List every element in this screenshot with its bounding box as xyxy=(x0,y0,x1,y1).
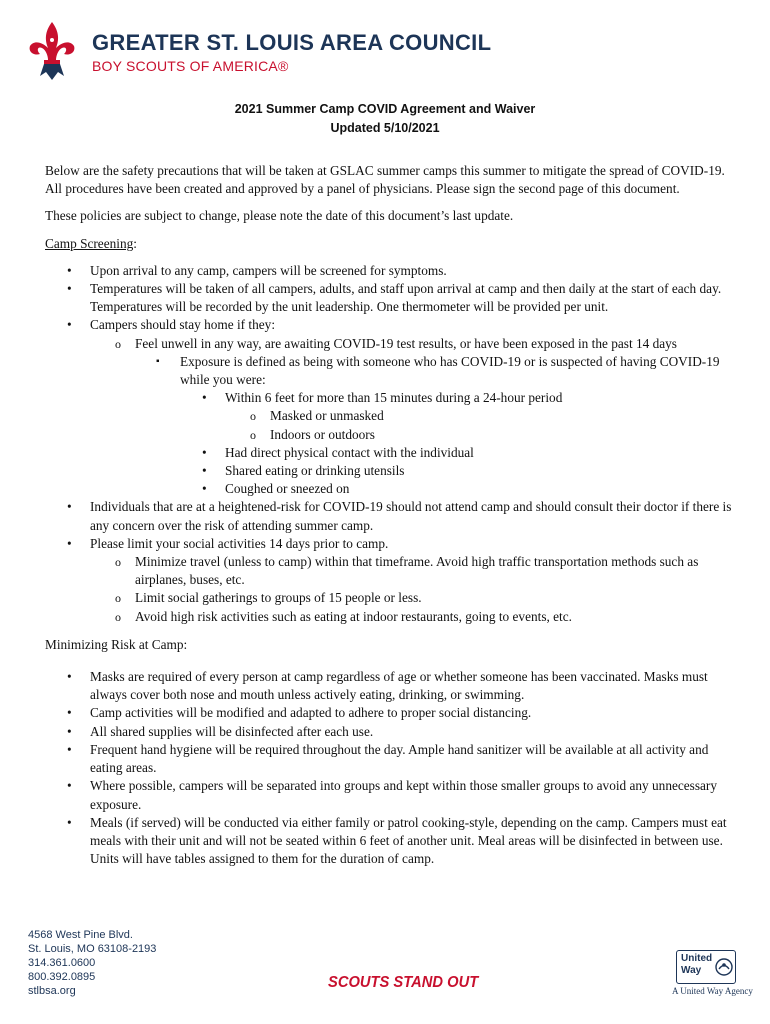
list-item xyxy=(45,814,735,869)
list-item xyxy=(45,668,735,704)
list-item xyxy=(45,777,735,813)
list-item xyxy=(180,389,735,444)
united-way-line-2: Way xyxy=(681,965,702,976)
org-subtitle: BOY SCOUTS OF AMERICA® xyxy=(92,58,289,74)
list-item xyxy=(90,335,735,499)
heading-colon: : xyxy=(133,235,137,251)
risk-list xyxy=(45,668,735,868)
list-item-text: All shared supplies will be disinfected after each use. xyxy=(90,723,374,739)
list-item-text: Coughed or sneezed on xyxy=(225,481,350,497)
list-item-text: Temperatures will be taken of all campers, adults, and staff upon arrival at camp and then daily at the start of each day. Temperatures will be recorded by the unit leadership. One thermometer will be provided per unit. xyxy=(90,281,722,315)
website-link[interactable]: stlbsa.org xyxy=(28,985,76,997)
camp-screening-heading-text: Camp Screening xyxy=(45,235,134,251)
list-item-text: Exposure is defined as being with someone who has COVID-19 or is suspected of having COVID-19 while you were: xyxy=(180,353,720,388)
list-item xyxy=(180,462,735,480)
list-item xyxy=(45,262,735,280)
list-item xyxy=(180,480,735,498)
list-item-text: Limit social gatherings to groups of 15 people or less. xyxy=(135,590,422,606)
list-item xyxy=(45,723,735,741)
list-item-text: Meals (if served) will be conducted via either family or patrol cooking-style, depending on the camp. Campers must eat meals with their unit and will not be seated within 6 feet of another unit. Meal areas will be disinfected in between use. Units will have tables assigned to them for the duration of camp. xyxy=(90,814,727,867)
list-item-text: Had direct physical contact with the individual xyxy=(225,444,474,460)
list-item-text: Feel unwell in any way, are awaiting COVID-19 test results, or have been exposed in the past 14 days xyxy=(135,335,677,351)
list-item-text: Where possible, campers will be separated into groups and kept within those smaller groups to avoid any unnecessary exposure. xyxy=(90,778,718,812)
slogan: SCOUTS STAND OUT xyxy=(328,974,479,991)
united-way-agency-label: A United Way Agency xyxy=(672,986,753,996)
united-way-logo xyxy=(676,950,736,984)
list-item xyxy=(45,280,735,316)
list-item-text: Upon arrival to any camp, campers will be screened for symptoms. xyxy=(90,262,447,278)
section-heading-minimizing-risk: Minimizing Risk at Camp: xyxy=(45,636,188,652)
sub-list xyxy=(225,407,735,443)
org-name: GREATER ST. LOUIS AREA COUNCIL xyxy=(92,30,492,55)
document-body xyxy=(45,162,735,868)
address-line-2: St. Louis, MO 63108-2193 xyxy=(28,943,157,955)
document-updated-date: Updated 5/10/2021 xyxy=(330,121,440,135)
policy-note: These policies are subject to change, please note the date of this document’s last update. xyxy=(45,208,514,224)
list-item-text: Shared eating or drinking utensils xyxy=(225,463,405,479)
sub-list xyxy=(180,389,735,498)
list-item xyxy=(45,741,735,777)
united-way-line-1: United xyxy=(681,953,713,964)
list-item-text: Within 6 feet for more than 15 minutes during a 24-hour period xyxy=(225,390,563,406)
list-item xyxy=(45,316,735,498)
intro-paragraph: Below are the safety precautions that will be taken at GSLAC summer camps this summer to mitigate the spread of COVID-19. All procedures have been created and approved by a panel of physicians. Please sign the second page of this document. xyxy=(45,163,725,197)
sub-list xyxy=(90,335,735,499)
phone-1: 314.361.0600 xyxy=(28,957,96,969)
list-item-text: Please limit your social activities 14 days prior to camp. xyxy=(90,535,389,551)
document-title: 2021 Summer Camp COVID Agreement and Waiver xyxy=(234,102,536,116)
list-item-text: Camp activities will be modified and adapted to adhere to proper social distancing. xyxy=(90,705,532,721)
list-item-text: Minimize travel (unless to camp) within that timeframe. Avoid high traffic transportation methods such as airplanes, buses, etc. xyxy=(135,554,699,588)
united-way-hand-icon xyxy=(715,958,733,976)
list-item xyxy=(135,353,735,499)
list-item-text: Masked or unmasked xyxy=(270,408,384,424)
list-item xyxy=(45,704,735,722)
sub-list xyxy=(90,553,735,626)
document-title-block xyxy=(0,100,770,138)
list-item-text: Individuals that are at a heightened-risk for COVID-19 should not attend camp and should consult their doctor if there is any concern over the risk of attending summer camp. xyxy=(90,499,732,533)
address-line-1: 4568 West Pine Blvd. xyxy=(28,929,133,941)
fleur-de-lis-logo-icon xyxy=(26,20,78,84)
list-item xyxy=(180,444,735,462)
screening-list xyxy=(45,262,735,626)
sub-list xyxy=(135,353,735,499)
phone-2: 800.392.0895 xyxy=(28,971,96,983)
footer-address xyxy=(28,928,156,998)
list-item xyxy=(45,498,735,534)
list-item xyxy=(225,426,735,444)
list-item-text: Campers should stay home if they: xyxy=(90,317,276,333)
list-item-text: Frequent hand hygiene will be required throughout the day. Ample hand sanitizer will be available at all activity and eating areas. xyxy=(90,741,709,776)
list-item-text: Indoors or outdoors xyxy=(270,426,375,442)
list-item-text: Avoid high risk activities such as eating at indoor restaurants, going to events, etc. xyxy=(135,608,572,624)
section-heading-camp-screening xyxy=(45,235,735,253)
list-item-text: Masks are required of every person at camp regardless of age or whether someone has been vaccinated. Masks must always cover both nose and mouth unless actively eating, drinking, or swimming. xyxy=(90,669,708,703)
united-way-wordmark xyxy=(681,953,712,977)
list-item xyxy=(45,535,735,626)
list-item xyxy=(225,407,735,425)
list-item xyxy=(90,589,735,607)
list-item xyxy=(90,608,735,626)
list-item xyxy=(90,553,735,589)
